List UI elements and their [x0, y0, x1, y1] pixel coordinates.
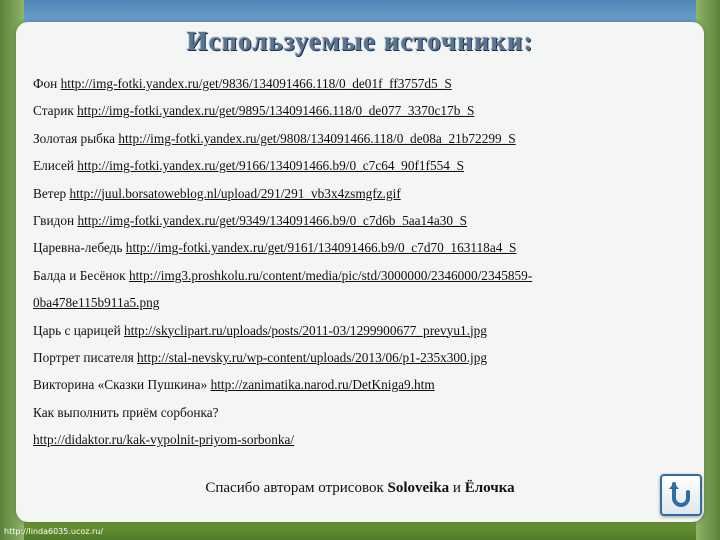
source-link[interactable]: http://juul.borsatoweblog.nl/upload/291/291_vb3x4zsmgfz.gif: [69, 185, 401, 201]
author-name: Ёлочка: [464, 480, 515, 496]
source-link[interactable]: http://didaktor.ru/kak-vypolnit-priyom-sorbonka/: [33, 432, 295, 448]
source-label: Балда и Бесёнок: [33, 267, 126, 283]
source-label: Ветер: [33, 185, 67, 201]
source-link[interactable]: http://img-fotki.yandex.ru/get/9808/134091466.118/0_de08a_21b72299_S: [118, 130, 516, 146]
list-item: [33, 234, 683, 261]
thanks-conjunction: и: [449, 480, 465, 496]
source-label: Золотая рыбка: [33, 130, 116, 146]
list-item: [33, 262, 683, 289]
author-name: Soloveika: [387, 480, 450, 496]
source-label: Викторина «Сказки Пушкина»: [33, 377, 208, 393]
list-item: [33, 152, 683, 179]
source-link[interactable]: http://img-fotki.yandex.ru/get/9349/134091466.b9/0_c7d6b_5aa14a30_S: [77, 212, 468, 228]
sources-list: [33, 70, 683, 453]
source-label: Старик: [33, 103, 74, 119]
source-link[interactable]: http://img3.proshkolu.ru/content/media/pic/std/3000000/2346000/2345859-: [128, 267, 533, 283]
list-item: [33, 344, 683, 371]
source-label: Портрет писателя: [33, 349, 134, 365]
source-label: Елисей: [33, 158, 74, 174]
thanks-prefix: Спасибо авторам отрисовок: [205, 480, 388, 496]
list-item: [33, 180, 683, 207]
list-item: [33, 371, 683, 398]
source-link[interactable]: http://img-fotki.yandex.ru/get/9161/134091466.b9/0_c7d70_163118a4_S: [125, 240, 517, 256]
list-item: [33, 426, 683, 453]
list-item: [33, 289, 683, 316]
source-label: Царь с царицей: [33, 322, 121, 338]
list-item: [33, 70, 683, 97]
source-link[interactable]: http://img-fotki.yandex.ru/get/9166/134091466.b9/0_c7c64_90f1f554_S: [77, 158, 464, 174]
source-link-continuation[interactable]: 0ba478e115b911a5.png: [33, 295, 160, 311]
source-label: Гвидон: [33, 212, 75, 228]
source-link[interactable]: http://zanimatika.narod.ru/DetKniga9.htm: [210, 377, 435, 393]
return-arrow-icon: [666, 480, 696, 510]
list-item: [33, 207, 683, 234]
list-item: [33, 125, 683, 152]
source-label: Царевна-лебедь: [33, 240, 123, 256]
source-label: Фон: [33, 76, 58, 91]
source-link[interactable]: http://img-fotki.yandex.ru/get/9895/134091466.118/0_de077_3370c17b_S: [77, 103, 475, 119]
page-title: Используемые источники:: [186, 26, 534, 56]
return-button[interactable]: [660, 474, 702, 516]
thanks-note: [0, 480, 720, 497]
source-label: Как выполнить приём сорбонка?: [33, 404, 219, 420]
list-item: [33, 317, 683, 344]
source-link[interactable]: http://img-fotki.yandex.ru/get/9836/134091466.118/0_de01f_ff3757d5_S: [60, 76, 452, 91]
source-link[interactable]: http://stal-nevsky.ru/wp-content/uploads/2013/06/p1-235x300.jpg: [137, 349, 488, 365]
list-item: [33, 97, 683, 124]
source-link[interactable]: http://skyclipart.ru/uploads/posts/2011-03/1299900677_prevyu1.jpg: [124, 322, 487, 338]
list-item: [33, 399, 683, 426]
footer-url: http://linda6035.ucoz.ru/: [4, 527, 104, 536]
